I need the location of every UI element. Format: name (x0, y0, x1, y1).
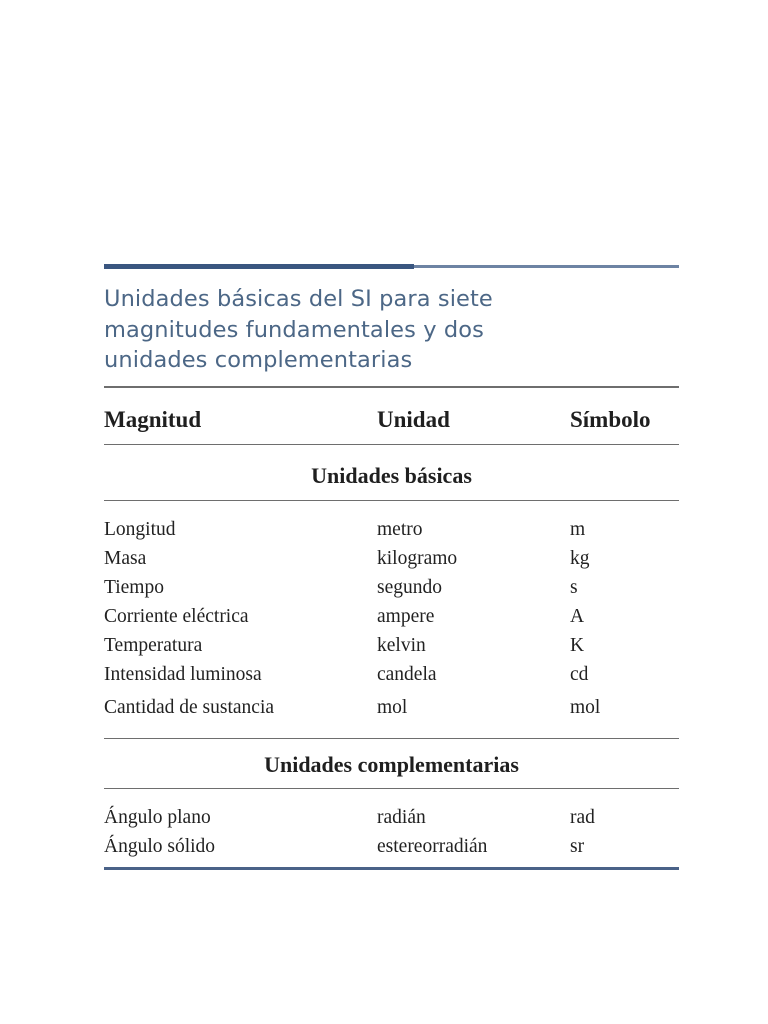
table-cell-unidad: kelvin (377, 635, 426, 656)
table-cell-simbolo: mol (570, 697, 601, 718)
table-cell-magnitud: Masa (104, 548, 147, 569)
table-cell-simbolo: K (570, 635, 585, 656)
table-cell-magnitud: Temperatura (104, 635, 203, 656)
header-unidad: Unidad (377, 407, 450, 432)
table-cell-magnitud: Ángulo plano (104, 807, 211, 828)
table-cell-unidad: metro (377, 519, 423, 540)
table-title (104, 284, 679, 376)
table-cell-unidad: kilogramo (377, 548, 458, 569)
header-simbolo: Símbolo (570, 407, 651, 432)
section-title-basicas: Unidades básicas (311, 463, 472, 488)
table-cell-magnitud: Tiempo (104, 577, 164, 598)
table-cell-simbolo: kg (570, 548, 590, 569)
divider (104, 788, 679, 789)
table-cell-magnitud: Longitud (104, 519, 176, 540)
divider (104, 444, 679, 445)
title-line-3: unidades complementarias (104, 347, 413, 373)
table-cell-magnitud: Corriente eléctrica (104, 606, 249, 627)
table-cell-unidad: radián (377, 807, 426, 828)
divider (104, 500, 679, 501)
table-cell-unidad: ampere (377, 606, 435, 627)
table-cell-unidad: estereorradián (377, 836, 488, 857)
divider (104, 386, 679, 388)
section-title-complementarias: Unidades complementarias (264, 752, 519, 777)
table-cell-simbolo: sr (570, 836, 585, 857)
bottom-accent-rule (104, 867, 679, 870)
table-cell-simbolo: rad (570, 807, 595, 828)
table-cell-simbolo: m (570, 519, 586, 540)
table-cell-magnitud: Cantidad de sustancia (104, 697, 275, 718)
table-cell-unidad: candela (377, 664, 437, 685)
title-line-2: magnitudes fundamentales y dos (104, 316, 484, 343)
table-cell-simbolo: s (570, 577, 578, 598)
table-cell-magnitud: Intensidad luminosa (104, 664, 262, 685)
table-cell-unidad: segundo (377, 577, 442, 598)
table-cell-unidad: mol (377, 697, 408, 718)
table-cell-magnitud: Ángulo sólido (104, 836, 216, 857)
title-line-1: Unidades básicas del SI para siete (104, 286, 493, 312)
table-cell-simbolo: A (570, 606, 585, 627)
table-cell-simbolo: cd (570, 664, 589, 685)
header-magnitud: Magnitud (104, 407, 202, 432)
divider (104, 738, 679, 739)
top-accent-rule (104, 264, 679, 269)
